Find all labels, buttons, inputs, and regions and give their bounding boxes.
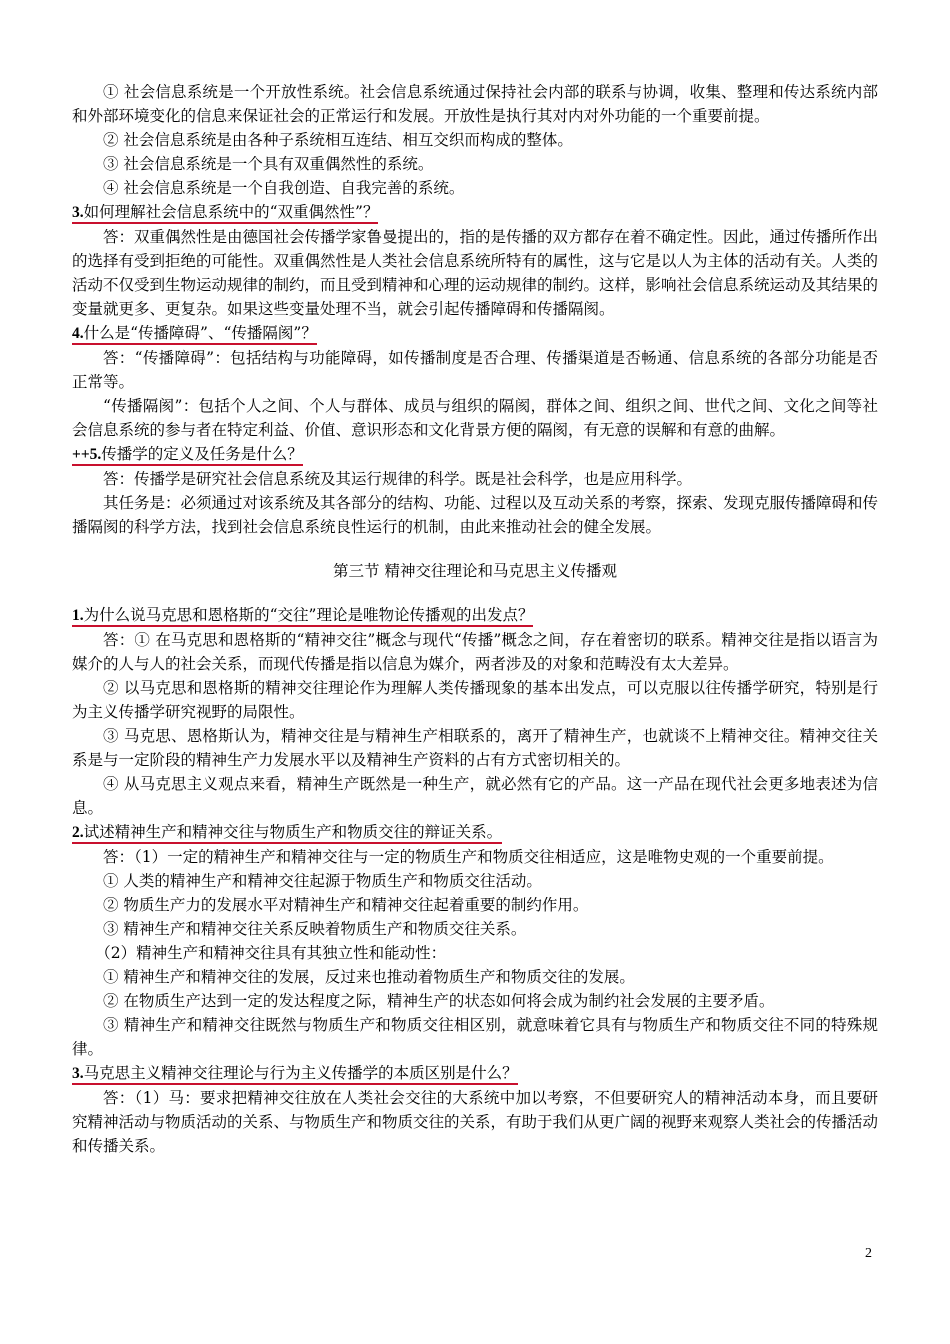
question-underline <box>72 606 533 627</box>
question-underline <box>72 823 502 844</box>
question-text: 传播学的定义及任务是什么？ <box>101 445 303 463</box>
answer-paragraph: 答：“传播障碍”：包括结构与功能障碍，如传播制度是否合理、传播渠道是否畅通、信息系统的各部分功能是否正常等。 <box>72 349 878 391</box>
answer-paragraph: ③ 精神生产和精神交往既然与物质生产和物质交往相区别，就意味着它具有与物质生产和物质交往不同的特殊规律。 <box>72 1016 878 1058</box>
question-number: ++5. <box>72 446 102 463</box>
answer-paragraph: ① 精神生产和精神交往的发展，反过来也推动着物质生产和物质交往的发展。 <box>103 968 635 986</box>
question-underline <box>72 1064 518 1085</box>
answer-paragraph: ③ 马克思、恩格斯认为，精神交往是与精神生产相联系的，离开了精神生产，也就谈不上精神交往。精神交往关系是与一定阶段的精神生产力发展水平以及精神生产资料的占有方式密切相关的。 <box>72 727 878 769</box>
question-heading <box>72 1061 878 1086</box>
question-heading <box>72 442 878 467</box>
question-text: 什么是“传播障碍”、“传播隔阂”？ <box>83 324 317 342</box>
question-underline <box>72 445 303 466</box>
answer-paragraph: ② 以马克思和恩格斯的精神交往理论作为理解人类传播现象的基本出发点，可以克服以往传播学研究，特别是行为主义传播学研究视野的局限性。 <box>72 679 878 721</box>
answer-paragraph: ① 人类的精神生产和精神交往起源于物质生产和物质交往活动。 <box>103 872 542 890</box>
section-title: 第三节 精神交往理论和马克思主义传播观 <box>333 562 617 580</box>
page-number: 2 <box>865 1246 872 1261</box>
answer-paragraph: 答：（1）一定的精神生产和精神交往与一定的物质生产和物质交往相适应，这是唯物史观的一个重要前提。 <box>103 848 834 866</box>
answer-paragraph: ④ 从马克思主义观点来看，精神生产既然是一种生产，就必然有它的产品。这一产品在现代社会更多地表述为信息。 <box>72 775 878 817</box>
answer-paragraph: 答：双重偶然性是由德国社会传播学家鲁曼提出的，指的是传播的双方都存在着不确定性。因此，通过传播所作出的选择有受到拒绝的可能性。双重偶然性是人类社会信息系统所特有的属性，这与它是以人为主体的活动有关。人类的活动不仅受到生物运动规律的制约，而且受到精神和心理的运动规律的制约。这样，影响社会信息系统运动及其结果的变量就更多、更复杂。如果这些变量处理不当，就会引起传播障碍和传播隔阂。 <box>72 228 879 318</box>
question-number: 2. <box>72 824 84 841</box>
answer-paragraph: 答：① 在马克思和恩格斯的“精神交往”概念与现代“传播”概念之间，存在着密切的联系。精神交往是指以语言为媒介的人与人的社会关系，而现代传播是指以信息为媒介，两者涉及的对象和范畴没有太大差异。 <box>72 631 878 673</box>
question-text: 为什么说马克思和恩格斯的“交往”理论是唯物论传播观的出发点？ <box>83 606 534 624</box>
answer-paragraph: ② 在物质生产达到一定的发达程度之际，精神生产的状态如何将会成为制约社会发展的主要矛盾。 <box>103 992 775 1010</box>
question-heading <box>72 603 878 628</box>
answer-paragraph: ② 物质生产力的发展水平对精神生产和精神交往起着重要的制约作用。 <box>103 896 589 914</box>
answer-paragraph: 答：（1）马：要求把精神交往放在人类社会交往的大系统中加以考察，不但要研究人的精神活动本身，而且要研究精神活动与物质活动的关系、与物质生产和物质交往的关系，有助于我们从更广阔的视野来观察人类社会的传播活动和传播关系。 <box>72 1089 879 1155</box>
question-number: 4. <box>72 325 84 342</box>
intro-paragraph-1: ① 社会信息系统是一个开放性系统。社会信息系统通过保持社会内部的联系与协调，收集、整理和传达系统内部和外部环境变化的信息来保证社会的正常运行和发展。开放性是执行其对内对外功能的一个重要前提。 <box>72 83 878 125</box>
question-heading <box>72 820 878 845</box>
question-text: 试述精神生产和精神交往与物质生产和物质交往的辩证关系。 <box>83 823 503 841</box>
answer-paragraph: 其任务是：必须通过对该系统及其各部分的结构、功能、过程以及互动关系的考察，探索、发现克服传播障碍和传播隔阂的科学方法，找到社会信息系统良性运行的机制，由此来推动社会的健全发展。 <box>72 494 879 536</box>
question-underline <box>72 324 317 345</box>
answer-paragraph: 答：传播学是研究社会信息系统及其运行规律的科学。既是社会科学，也是应用科学。 <box>103 470 693 488</box>
question-heading <box>72 200 878 225</box>
intro-paragraph-2: ② 社会信息系统是由各种子系统相互连结、相互交织而构成的整体。 <box>103 131 573 149</box>
question-number: 1. <box>72 607 84 624</box>
answer-paragraph: “传播隔阂”：包括个人之间、个人与群体、成员与组织的隔阂，群体之间、组织之间、世代之间、文化之间等社会信息系统的参与者在特定利益、价值、意识形态和文化背景方便的隔阂，有无意的误解和有意的曲解。 <box>72 397 878 439</box>
question-number: 3. <box>72 204 84 221</box>
document-page <box>72 80 878 1158</box>
question-heading <box>72 321 878 346</box>
question-text: 如何理解社会信息系统中的“双重偶然性”？ <box>83 203 379 221</box>
question-underline <box>72 203 378 224</box>
question-text: 马克思主义精神交往理论与行为主义传播学的本质区别是什么？ <box>83 1064 518 1082</box>
answer-paragraph: （2）精神生产和精神交往具有其独立性和能动性： <box>95 944 447 962</box>
intro-paragraph-3: ③ 社会信息系统是一个具有双重偶然性的系统。 <box>103 155 434 173</box>
answer-paragraph: ③ 精神生产和精神交往关系反映着物质生产和物质交往关系。 <box>103 920 527 938</box>
intro-paragraph-4: ④ 社会信息系统是一个自我创造、自我完善的系统。 <box>103 179 465 197</box>
question-number: 3. <box>72 1065 84 1082</box>
